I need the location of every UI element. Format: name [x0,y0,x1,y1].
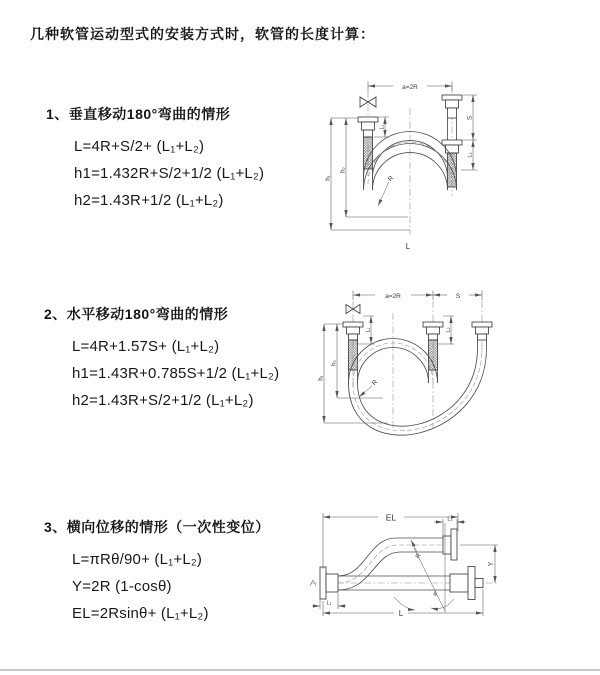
dim-label-a2r: a=2R [402,83,418,91]
section-lateral-displacement [44,517,270,627]
dimension-l2 [438,316,455,344]
dimension-l1 [358,316,375,344]
formula-line: L=4R+1.57S+ (L₁+L₂) [72,338,220,355]
formula-line: L=4R+S/2+ (L₁+L₂) [74,138,205,155]
dim-label-theta: θ [433,592,437,598]
dim-label-l2: L₂ [467,152,474,158]
theta-construction [394,523,454,613]
dim-label-el: EL [385,512,397,523]
dimension-a2r [368,82,452,92]
dim-label-r: R [386,174,396,184]
section-horizontal-movement [44,304,279,414]
radius-leader [359,379,379,397]
dim-label-h2: h₂ [331,360,338,366]
dim-label-y: Y [488,561,495,567]
right-flange-fittings [442,95,462,187]
dim-label-l2: L₂ [445,327,452,333]
figure-lateral-displacement [308,503,503,628]
dim-label-l: L [398,609,404,618]
figure-horizontal-bend [313,288,495,443]
dim-label-l1: L₁ [326,600,332,607]
dim-label-l1: L₁ [365,327,372,333]
dim-label-r: R [414,552,423,561]
formula-line: L=πRθ/90+ (L₁+L₂) [72,551,203,568]
dimension-l [323,589,483,618]
radius-leader [378,175,395,206]
formula-line: h2=1.43R+1/2 (L₁+L₂) [74,192,224,209]
dimension-el [323,513,458,570]
left-flange-fitting [320,567,338,599]
dim-label-l-bottom: L [405,242,411,251]
dim-label-l1: L₁ [379,124,386,130]
dimension-l2 [434,517,466,537]
formula-line: h1=1.43R+0.785S+1/2 (L₁+L₂) [72,365,280,382]
section-3-heading: 3、横向位移的情形（一次性变位） [44,519,270,535]
section-1-heading: 1、垂直移动180°弯曲的情形 [46,106,231,122]
horizontal-bend-drawing [313,288,495,443]
formula-line: EL=2Rsinθ+ (L₁+L₂) [72,605,209,622]
dim-label-l2: L₂ [447,516,453,523]
vertical-bend-drawing [315,78,490,258]
centerlines [353,301,482,430]
dim-label-s: S [466,115,474,121]
dimension-l1 [312,593,346,609]
right-flange-fitting [450,567,483,600]
dim-label-r: R [370,378,380,388]
scan-edge [0,669,600,671]
dim-label-a2r: a=2R [385,292,401,300]
dimension-a2r [353,291,482,301]
section-vertical-movement [46,104,264,214]
hose-u-bends [349,339,487,436]
section-2-heading: 2、水平移动180°弯曲的情形 [44,306,229,322]
dim-label-h1: h₁ [318,375,325,381]
centerlines [368,83,452,235]
dim-label-s: S [455,292,461,300]
formula-line: Y=2R (1-cosθ) [72,578,172,595]
dim-label-h2: h₂ [340,167,347,173]
moved-flange-fitting [472,322,492,340]
lateral-displacement-drawing [308,503,503,628]
displaced-hose-curve [338,529,457,590]
radius-leader [411,540,423,560]
dimension-s [461,95,477,170]
dim-label-h1: h₁ [325,175,332,181]
formula-line: h1=1.432R+S/2+1/2 (L₁+L₂) [74,165,265,182]
figure-vertical-bend [315,78,490,258]
page-title: 几种软管运动型式的安装方式时，软管的长度计算： [30,26,375,42]
formula-line: h2=1.43R+S/2+1/2 (L₁+L₂) [72,392,254,409]
